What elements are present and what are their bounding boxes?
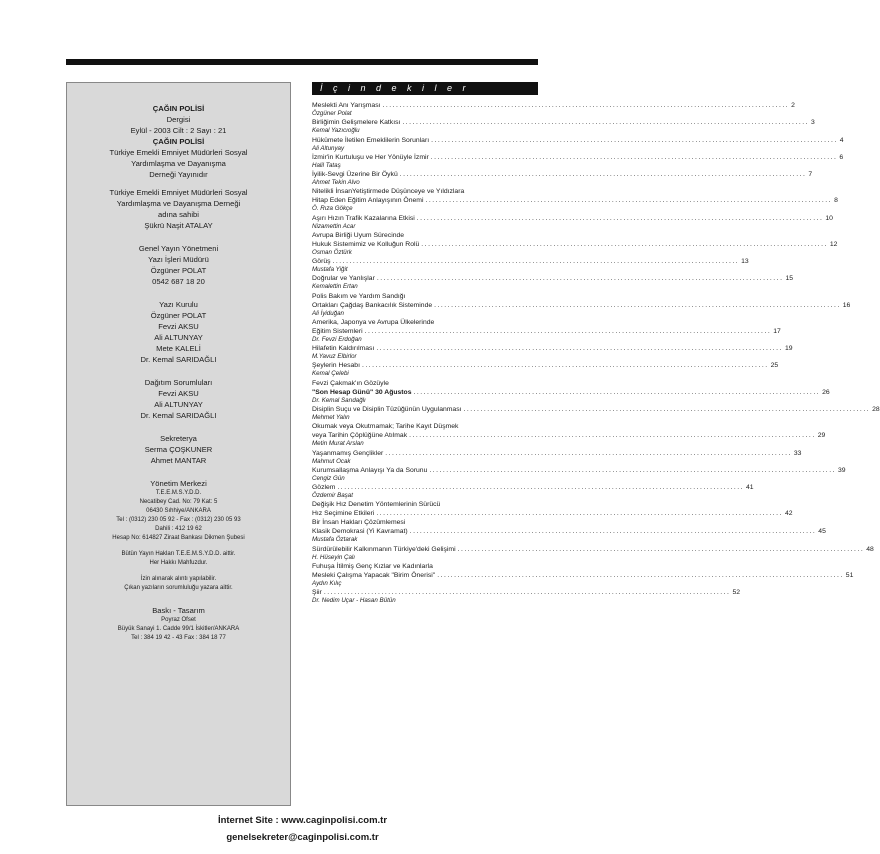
toc-page-number: 13 [741, 258, 749, 266]
toc-page-number: 4 [839, 136, 844, 144]
toc-page-number: 7 [808, 171, 813, 178]
masthead-line: Derneği Yayınıdır [149, 170, 208, 179]
toc-leader-dots: ........................................................................................................................ [431, 136, 838, 144]
toc-entry-author: Aydın Kılıç [312, 580, 342, 588]
toc-entry-title-line: Polis Bakım ve Yardım Sandığı [312, 292, 406, 300]
toc-leader-dots: ........................................................................................................................ [430, 153, 838, 161]
toc-entry [312, 422, 826, 448]
masthead-line: İzin alınarak alıntı yapılabilir. [140, 576, 217, 582]
toc-entry-title-row [312, 344, 793, 353]
toc-page-number: 15 [785, 275, 794, 283]
toc-entry [312, 562, 854, 588]
toc-entry [312, 379, 830, 405]
toc-entry-author: Halil Tataş [312, 161, 341, 169]
masthead-spacer [67, 365, 290, 377]
toc-entry-author: Nizamettin Acar [312, 222, 356, 230]
toc-entry-title: veya Tarihin Çöplüğüne Atılmak [312, 432, 408, 440]
toc-page-number: 26 [822, 388, 830, 396]
toc-entry-title: Kurumsallaşma Anlayışı Ya da Sorunu [312, 466, 428, 474]
masthead-spacer [67, 180, 290, 187]
toc-entry-title: Hukuk Sistemimiz ve Kolluğun Rolü [312, 240, 420, 248]
top-rule [66, 59, 538, 65]
toc-entry-title-row [312, 257, 749, 266]
toc-entry [312, 518, 826, 544]
masthead-spacer [67, 231, 290, 243]
masthead-line: Eylül - 2003 Cilt : 2 Sayı : 21 [130, 126, 227, 135]
toc-leader-dots: ........................................................................................................................ [457, 545, 865, 553]
masthead-lines [67, 83, 290, 643]
toc-entry-title-line: Amerika, Japonya ve Avrupa Ülkelerinde [312, 318, 435, 326]
toc-entry-author: Dr. Nedim Uçar - Hasan Bütün [312, 597, 396, 605]
toc-entry-author: Ali İyiduğan [312, 309, 344, 317]
toc-page-number: 48 [866, 545, 874, 553]
masthead-line: Baskı - Tasarım [152, 606, 205, 615]
toc-entry-title-line: Fuhuşa İtilmiş Genç Kızlar ve Kadınlarla [312, 562, 433, 570]
toc-leader-dots: ........................................................................................................................ [402, 119, 809, 127]
masthead-line: T.E.E.M.S.Y.D.D. [155, 490, 202, 496]
toc-entry-author: Ali Altunyay [312, 144, 345, 152]
masthead-line: Ali ALTUNYAY [154, 400, 203, 409]
masthead-line: Ahmet MANTAR [150, 456, 207, 465]
toc-entry-title-line: Avrupa Birliği Uyum Sürecinde [312, 231, 405, 239]
toc-page-number: 42 [784, 510, 793, 518]
masthead-line: Türkiye Emekli Emniyet Müdürleri Sosyal [109, 188, 248, 197]
toc-entry-title-row [312, 545, 874, 554]
toc-entry [312, 449, 802, 466]
toc-entry-title-row [312, 509, 793, 518]
toc-page-number: 41 [746, 484, 754, 492]
toc-leader-dots: ........................................................................................................................ [416, 214, 824, 222]
masthead-line: Dağıtım Sorumluları [144, 378, 213, 387]
toc-page-number: 51 [845, 571, 854, 579]
toc-entry-author: Mustafa Yiğit [312, 266, 348, 274]
toc-leader-dots: ........................................................................................................................ [399, 171, 807, 178]
toc-entry-title-row [312, 101, 795, 110]
toc-entry-title-row [312, 588, 740, 597]
masthead-line: Şükrü Naşit ATALAY [144, 221, 213, 230]
toc-entry-author: Osman Öztürk [312, 248, 352, 256]
masthead-line: ÇAĞIN POLİSİ [152, 137, 205, 146]
toc-entry-title: Birliğimin Gelişmelere Katkısı [312, 119, 401, 127]
toc-page-number: 19 [784, 345, 793, 353]
toc-entry [312, 231, 838, 257]
toc-entry-title: Hükümete İletilen Emeklilerin Sorunları [312, 136, 430, 144]
toc-leader-dots: ........................................................................................................................ [385, 449, 792, 457]
masthead-line: Hesap No: 614827 Ziraat Bankası Dikmen Şubesi [112, 535, 245, 541]
toc-entry-title-row [312, 327, 781, 336]
toc-entry [312, 214, 833, 231]
toc-page-number: 6 [839, 153, 844, 161]
toc-entry-title-row [312, 483, 754, 492]
toc-entry [312, 405, 880, 422]
masthead-spacer [67, 543, 290, 550]
toc-entry [312, 153, 844, 170]
masthead-line: Poyraz Ofset [161, 617, 196, 623]
masthead-line: Her Hakkı Mahfuzdur. [149, 560, 208, 566]
toc-entry-title-row [312, 240, 838, 249]
footer-website: İnternet Site : www.caginpolisi.com.tr [217, 815, 388, 826]
toc-entry-title-row [312, 466, 846, 475]
toc-entry-title: Gözlem [312, 484, 336, 492]
masthead-spacer [67, 287, 290, 299]
masthead-line: Büyük Sanayi 1. Cadde 99/1 İskitler/ANKARA [117, 626, 240, 632]
toc-entry [312, 344, 793, 361]
toc-entry-author: Kemalettin Ertan [312, 283, 358, 291]
toc-leader-dots: ........................................................................................................................ [425, 197, 833, 205]
toc-entry-author: Kemal Yazıcıoğlu [312, 127, 360, 135]
toc-entry-title-row [312, 274, 794, 283]
toc-entry-title-line: Bir İnsan Hakları Çözümlemesi [312, 519, 406, 527]
toc-leader-dots: ........................................................................................................................ [323, 589, 731, 597]
toc-entry-author: Mehmet Yalın [312, 414, 350, 422]
toc-entry-title-row [312, 196, 838, 205]
toc-page-number: 29 [817, 432, 826, 440]
toc-entry [312, 588, 740, 605]
masthead-line: Yardımlaşma ve Dayanışma Derneği [116, 199, 241, 208]
masthead-line: Dahili : 412 19 62 [155, 526, 202, 532]
toc-leader-dots: ........................................................................................................................ [409, 528, 817, 536]
toc-entry-title: Hitap Eden Eğitim Anlayışının Önemi [312, 197, 424, 205]
toc-page-number: 45 [818, 528, 826, 536]
toc-leader-dots: ........................................................................................................................ [376, 275, 784, 283]
toc-entry-title-row [312, 214, 833, 223]
toc-entry-author: Dr. Fevzi Erdoğan [312, 335, 362, 343]
toc-leader-dots: ........................................................................................................................ [409, 432, 816, 440]
footer-email: genelsekreter@caginpolisi.com.tr [226, 832, 379, 843]
toc-leader-dots: ........................................................................................................................ [463, 405, 871, 413]
toc-entry-title-row [312, 136, 844, 145]
masthead-line: Necatibey Cad. No: 79 Kat: 5 [139, 499, 218, 505]
toc-entry-title: "Son Hesap Günü" 30 Ağustos [312, 388, 412, 396]
toc-entry-title: Aşırı Hızın Trafik Kazalarına Etkisi [312, 214, 415, 222]
toc-leader-dots: ........................................................................................................................ [413, 388, 821, 396]
toc-page-number: 3 [811, 119, 815, 127]
toc-leader-dots: ........................................................................................................................ [382, 102, 790, 109]
toc-entry-title-row [312, 301, 851, 310]
toc-page-number: 12 [829, 240, 838, 248]
toc-entry-title-row [312, 361, 779, 370]
toc-entry-title-line: Okumak veya Okutmamak; Tarihe Kayıt Düşmek [312, 423, 459, 431]
toc-list [312, 101, 880, 605]
toc-entry [312, 483, 754, 500]
toc-entry-author: H. Hüseyin Çalı [312, 553, 355, 561]
toc-entry [312, 466, 846, 483]
masthead-line: Dr. Kemal SARIDAĞLI [140, 355, 217, 364]
toc-page-number: 39 [837, 466, 846, 474]
toc-entry-title-row [312, 388, 830, 397]
toc-leader-dots: ........................................................................................................................ [437, 571, 844, 579]
toc-entry-author: M.Yavuz Elbirlor [312, 353, 357, 361]
toc-entry-author: Kemal Çelebi [312, 370, 349, 378]
toc-entry-author: Mahmut Ocak [312, 457, 351, 465]
toc-entry-title: Disiplin Suçu ve Disiplin Tüzüğünün Uygulanması [312, 405, 462, 413]
table-of-contents [312, 82, 880, 605]
toc-entry-author: Cengiz Gün [312, 474, 345, 482]
toc-entry-author: Mustafa Öztarak [312, 536, 358, 544]
masthead-line: 0542 687 18 20 [152, 277, 205, 286]
masthead-line: Genel Yayın Yönetmeni [138, 244, 219, 253]
masthead-spacer [67, 466, 290, 478]
toc-entry-title: Meslekti Anı Yarışması [312, 102, 381, 109]
toc-entry [312, 136, 844, 153]
masthead-line: ÇAĞIN POLİSİ [152, 104, 205, 113]
toc-entry-author: Özgüner Polat [312, 110, 352, 118]
toc-page-number: 25 [770, 362, 779, 370]
toc-entry-title-row [312, 405, 880, 414]
masthead-line: Dergisi [166, 115, 191, 124]
masthead-line: Yardımlaşma ve Dayanışma [131, 159, 226, 168]
toc-entry-author: Dr. Kemal Sarıdağlı [312, 396, 366, 404]
toc-entry [312, 361, 779, 378]
toc-entry-author: Metin Murat Arslan [312, 440, 364, 448]
toc-leader-dots: ........................................................................................................................ [361, 362, 769, 370]
toc-entry-title: Hız Seçimine Etkileri [312, 510, 375, 518]
toc-entry-title: İzmir'in Kurtuluşu ve Her Yönüyle İzmir [312, 153, 429, 161]
masthead-line: Yönetim Merkezi [150, 479, 207, 488]
masthead-line: Türkiye Emekli Emniyet Müdürleri Sosyal [109, 148, 248, 157]
toc-page-number: 10 [825, 214, 833, 222]
toc-leader-dots: ........................................................................................................................ [434, 301, 841, 309]
masthead-line: Bütün Yayın Hakları T.E.E.M.S.Y.D.D. aittir. [121, 551, 236, 557]
masthead-line: Mete KALELİ [156, 344, 201, 353]
toc-entry [312, 545, 874, 562]
masthead-line: Dr. Kemal SARIDAĞLI [140, 411, 217, 420]
toc-page-number: 8 [834, 197, 838, 205]
toc-entry-title: Eğitim Sistemleri [312, 327, 363, 335]
toc-page-number: 28 [872, 405, 880, 413]
toc-entry-title-row [312, 449, 802, 458]
masthead-line: Ali ALTUNYAY [154, 333, 203, 342]
toc-entry [312, 274, 794, 291]
masthead-spacer [67, 421, 290, 433]
toc-entry-title: Mesleki Çalışma Yapacak "Birim Önerisi" [312, 571, 436, 579]
masthead-line: Özgüner POLAT [150, 266, 207, 275]
toc-entry-title-row [312, 153, 844, 162]
toc-entry-title-line: Değişik Hız Denetim Yöntemlerinin Sürücü [312, 501, 441, 509]
toc-entry-title-row [312, 527, 826, 536]
toc-entry-title-row [312, 118, 815, 127]
masthead-spacer [67, 568, 290, 575]
masthead-line: Çıkan yazıların sorumluluğu yazara aittir. [124, 585, 233, 591]
toc-leader-dots: ........................................................................................................................ [421, 240, 828, 248]
toc-entry-author: Ö. Rıza Gökçe [312, 205, 353, 213]
toc-entry [312, 257, 749, 274]
toc-entry-title: İyilik-Sevgi Üzerine Bir Öykü [312, 171, 398, 178]
toc-entry-title-row [312, 571, 854, 580]
toc-entry-title: Şiir [312, 589, 322, 597]
masthead-line: Özgüner POLAT [150, 311, 207, 320]
toc-entry [312, 118, 815, 135]
toc-entry-author: Özdemir Başat [312, 492, 353, 500]
toc-entry [312, 318, 781, 344]
toc-page-number: 17 [773, 327, 781, 335]
toc-entry [312, 170, 813, 187]
toc-entry-title: Ortakları Çağdaş Bankacılık Sisteminde [312, 301, 433, 309]
toc-page-number: 16 [842, 301, 851, 309]
toc-entry [312, 292, 851, 318]
toc-page-number: 2 [791, 102, 795, 109]
toc-page-number: 33 [793, 449, 802, 457]
toc-entry-title-line: Nitelikli İnsanYetiştirmede Düşünceye ve Yıldızlara [312, 188, 465, 196]
toc-leader-dots: ........................................................................................................................ [364, 327, 772, 335]
toc-entry-title-line: Fevzi Çakmak'ın Gözüyle [312, 379, 389, 387]
masthead-line: Sekreterya [160, 434, 197, 443]
masthead-line: 06430 Sıhhiye/ANKARA [146, 508, 211, 514]
toc-entry [312, 500, 793, 518]
toc-entry-title: Doğrular ve Yanlışlar [312, 275, 375, 283]
toc-leader-dots: ........................................................................................................................ [376, 510, 783, 518]
masthead-line: adına sahibi [158, 210, 199, 219]
masthead-line: Yazı Kurulu [159, 300, 198, 309]
toc-leader-dots: ........................................................................................................................ [337, 484, 745, 492]
masthead-line: Fevzi AKSU [158, 389, 199, 398]
toc-entry-title: Sürdürülebilir Kalkınmanın Türkiye'deki Gelişimi [312, 545, 456, 553]
masthead-line: Tel : 384 19 42 - 43 Fax : 384 18 77 [131, 635, 226, 641]
masthead-box [66, 82, 291, 806]
toc-entry-title: Görüş [312, 258, 331, 266]
toc-entry [312, 187, 838, 213]
masthead-line: Yazı İşleri Müdürü [148, 255, 209, 264]
toc-entry-title: Hilafetin Kaldırılması [312, 345, 375, 353]
toc-leader-dots: ........................................................................................................................ [429, 466, 836, 474]
toc-entry-author: Ahmet Tekin Alvo [312, 179, 360, 187]
toc-entry [312, 101, 795, 118]
masthead-line: Tel : (0312) 230 05 92 - Fax : (0312) 230 05 93 [116, 517, 241, 523]
masthead-spacer [67, 593, 290, 605]
toc-header: İçindekiler [312, 82, 538, 95]
toc-entry-title: Yaşanmamış Gençlikler [312, 449, 384, 457]
toc-entry-title: Klasik Demokrasi (Yi Kavramat) [312, 528, 408, 536]
toc-entry-title-row [312, 170, 813, 179]
toc-leader-dots: ........................................................................................................................ [376, 345, 783, 353]
masthead-line: Serma ÇOŞKUNER [144, 445, 213, 454]
masthead-line: Fevzi AKSU [158, 322, 199, 331]
toc-page-number: 52 [732, 589, 740, 597]
toc-entry-title: Şeylerin Hesabı [312, 362, 360, 370]
toc-leader-dots: ........................................................................................................................ [332, 258, 740, 266]
toc-entry-title-row [312, 431, 826, 440]
